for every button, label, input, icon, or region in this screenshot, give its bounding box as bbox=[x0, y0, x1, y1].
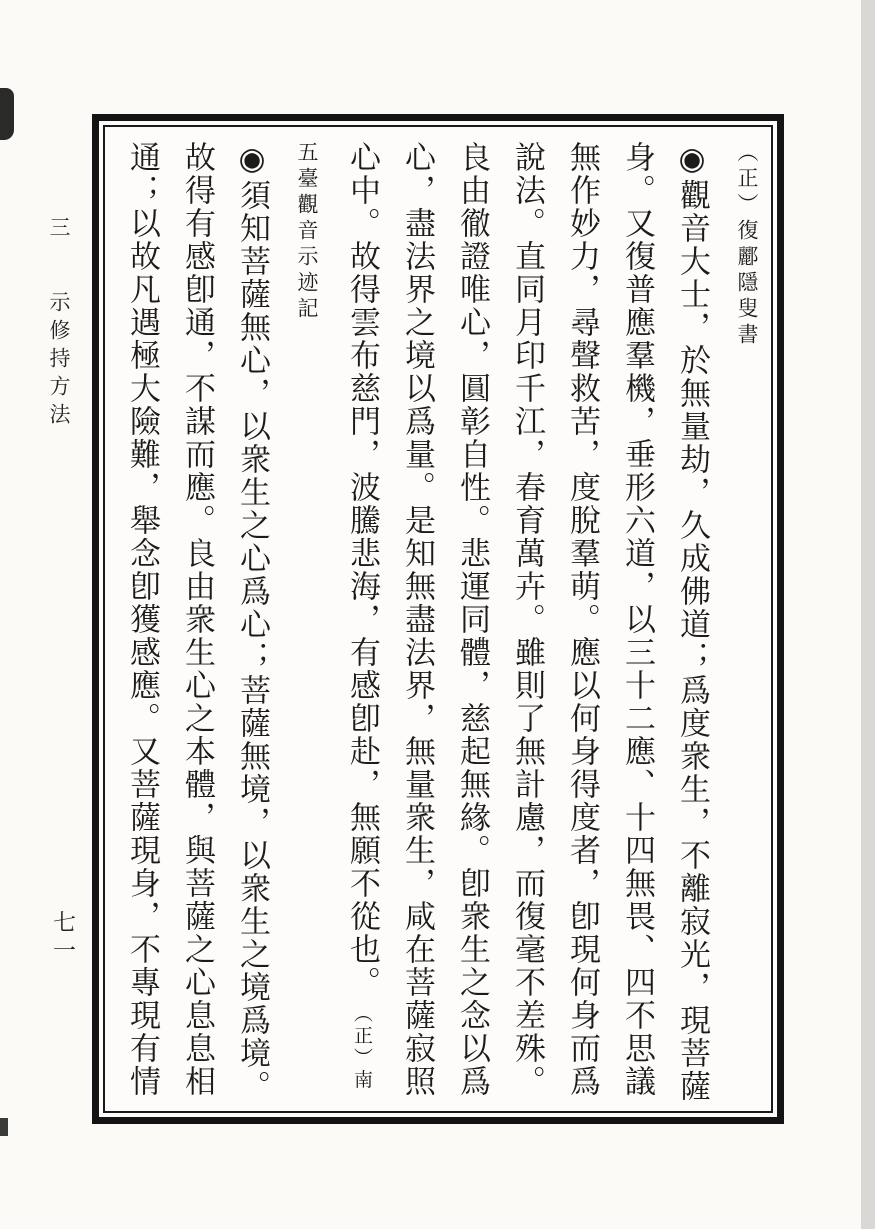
text-column bbox=[455, 141, 488, 1105]
column-text: 身。又復普應羣機，垂形六道，以三十二應、十四無畏、四不思議 bbox=[619, 141, 655, 1098]
column-text: 通；以故凡遇極大險難，舉念卽獲感應。又菩薩現身，不專現有情 bbox=[124, 141, 160, 1098]
page-border-inner bbox=[103, 125, 773, 1113]
source-annotation-column bbox=[730, 141, 763, 1105]
text-column bbox=[345, 141, 378, 1105]
text-column bbox=[400, 141, 433, 1105]
source-annotation-text: （正）復酈隱叟書 bbox=[735, 141, 759, 349]
source-annotation-text: 五臺觀音示迹記 bbox=[295, 141, 319, 323]
column-text: ◉觀音大士，於無量劫，久成佛道；爲度衆生，不離寂光，現菩薩 bbox=[674, 141, 710, 1103]
text-column bbox=[180, 141, 213, 1105]
scan-artifact-left-tick bbox=[0, 1118, 8, 1136]
text-columns bbox=[111, 141, 763, 1105]
scan-artifact-right-edge bbox=[861, 0, 875, 1229]
text-column bbox=[510, 141, 543, 1105]
text-column bbox=[565, 141, 598, 1105]
text-column bbox=[125, 141, 158, 1105]
text-column bbox=[620, 141, 653, 1105]
column-text: 說法。直同月印千江，春育萬卉。雖則了無計慮，而復毫不差殊。 bbox=[509, 141, 545, 1098]
chapter-title: 示修持方法 bbox=[47, 291, 71, 431]
text-column bbox=[675, 141, 708, 1105]
chapter-number: 三 bbox=[47, 216, 71, 244]
text-column bbox=[235, 141, 268, 1105]
column-text: 心，盡法界之境以爲量。是知無盡法界，無量衆生，咸在菩薩寂照 bbox=[399, 141, 435, 1098]
source-annotation-inline: （正）南 bbox=[351, 1013, 373, 1092]
page-border-frame bbox=[92, 114, 784, 1124]
source-annotation-column bbox=[290, 141, 323, 1105]
column-text: 無作妙力，尋聲救苦，度脫羣萌。應以何身得度者，卽現何身而爲 bbox=[564, 141, 600, 1098]
column-text: 故得有感卽通，不謀而應。良由衆生心之本體，與菩薩之心息息相 bbox=[179, 141, 215, 1098]
scan-artifact-corner-smudge bbox=[0, 88, 14, 140]
column-text: 心中。故得雲布慈門，波騰悲海，有感卽赴，無願不從也。 bbox=[344, 141, 380, 999]
column-text: 良由徹證唯心，圓彰自性。悲運同體，慈起無緣。卽衆生之念以爲 bbox=[454, 141, 490, 1098]
page-number: 七一 bbox=[49, 910, 75, 966]
chapter-margin-label bbox=[44, 216, 74, 431]
column-text: ◉須知菩薩無心，以衆生之心爲心；菩薩無境，以衆生之境爲境。 bbox=[234, 141, 270, 1103]
